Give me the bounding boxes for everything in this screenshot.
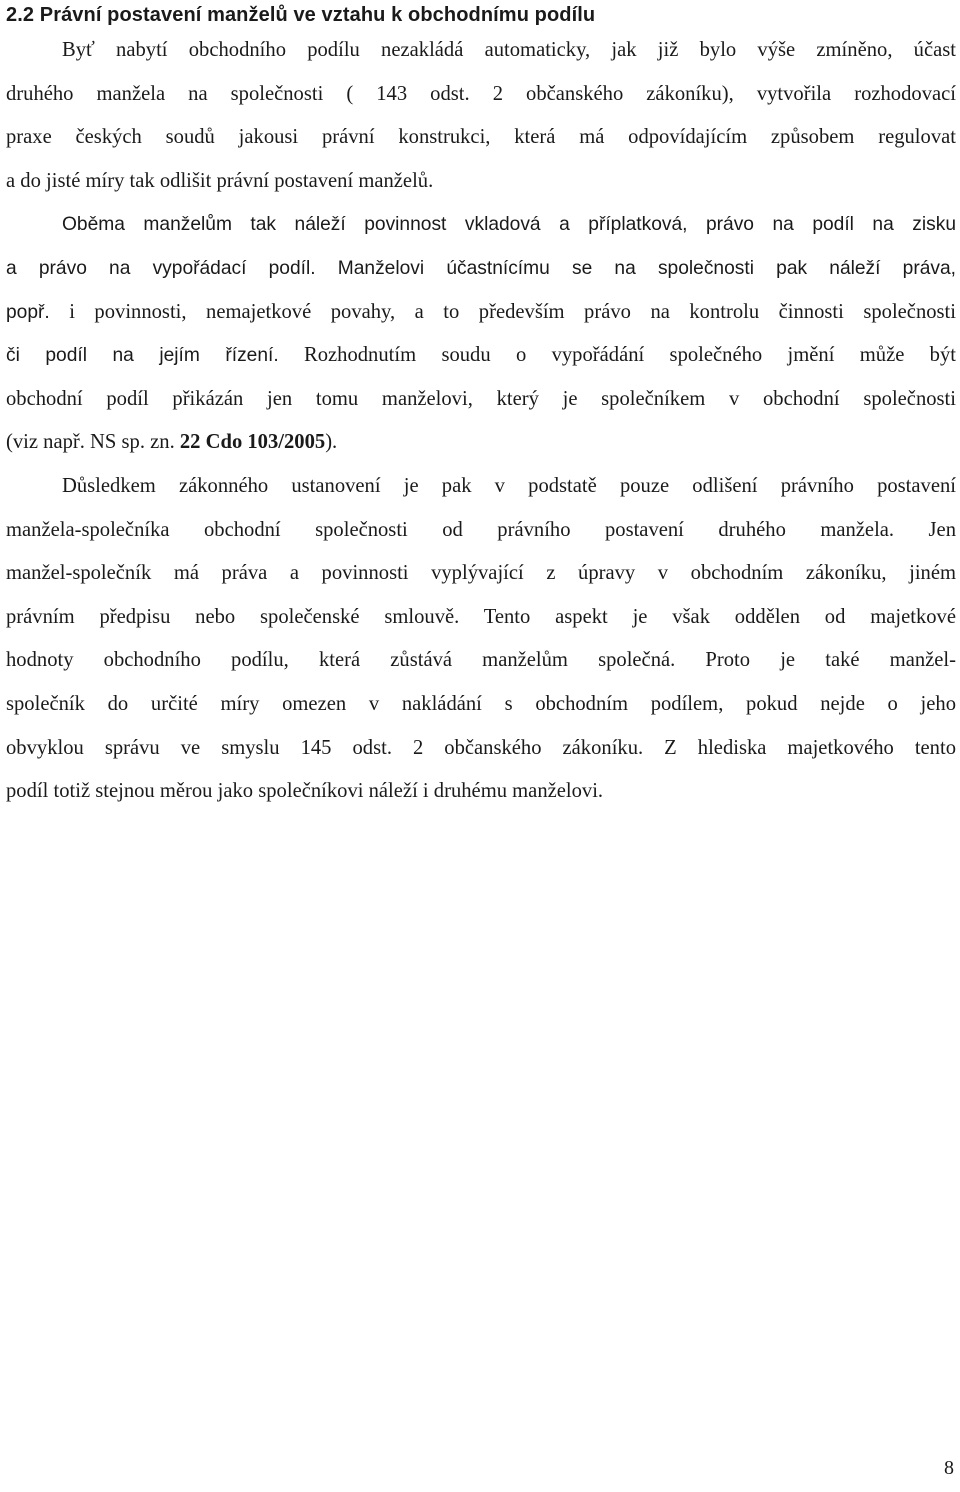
paragraph-line: praxe českých soudů jakousi právní konstrukci, která má odpovídajícím způsobem regulovat: [6, 126, 956, 149]
paragraph-line: [6, 291, 956, 335]
page-number: 8: [944, 1457, 954, 1479]
text-run: (viz např. NS sp. zn.: [6, 431, 180, 454]
text-run: ).: [325, 431, 338, 454]
paragraph-line: Byť nabytí obchodního podílu nezakládá automaticky, jak již bylo výše zmíněno, účast: [62, 39, 956, 61]
paragraph-line: hodnoty obchodního podílu, která zůstává manželům společná. Proto je také manžel-: [6, 649, 956, 672]
paragraph-line: [6, 334, 956, 378]
section-heading: 2.2 Právní postavení manželů ve vztahu k obchodnímu podílu: [6, 4, 596, 26]
paragraph-line: obvyklou správu ve smyslu 145 odst. 2 občanského zákoníku. Z hlediska majetkového tento: [6, 736, 956, 759]
paragraph-2: [6, 203, 956, 465]
text-run: či podíl na jejím řízení.: [6, 345, 279, 367]
paragraph-line: [6, 421, 956, 465]
text-run: i povinnosti, nemajetkové povahy, a to především právo na kontrolu činnosti společnosti: [49, 300, 956, 323]
paragraph-line: manžela-společníka obchodní společnosti od právního postavení druhého manžela. Jen: [6, 518, 956, 541]
paragraph-1: [6, 29, 956, 203]
document-page: [6, 0, 956, 814]
paragraph-line: právním předpisu nebo společenské smlouvě. Tento aspekt je však oddělen od majetkové: [6, 605, 956, 628]
text-run: Rozhodnutím soudu o vypořádání společného jmění může být: [278, 344, 956, 367]
paragraph-line: a právo na vypořádací podíl. Manželovi účastnícímu se na společnosti pak náleží práva,: [6, 257, 956, 279]
paragraph-line: druhého manžela na společnosti ( 143 odst. 2 občanského zákoníku), vytvořila rozhodovací: [6, 82, 956, 105]
paragraph-line: obchodní podíl přikázán jen tomu manželovi, který je společníkem v obchodní společnosti: [6, 387, 956, 410]
paragraph-line: podíl totiž stejnou měrou jako společníkovi náleží i druhému manželovi.: [6, 780, 604, 803]
paragraph-line: manžel-společník má práva a povinnosti vyplývající z úpravy v obchodním zákoníku, jiném: [6, 562, 956, 585]
text-run: popř.: [6, 301, 50, 323]
paragraph-3: [6, 465, 956, 814]
paragraph-line: společník do určité míry omezen v nakládání s obchodním podílem, pokud nejde o jeho: [6, 692, 956, 715]
paragraph-line: Důsledkem zákonného ustanovení je pak v podstatě pouze odlišení právního postavení: [62, 474, 956, 497]
paragraph-line: a do jisté míry tak odlišit právní postavení manželů.: [6, 169, 434, 192]
case-reference: 22 Cdo 103/2005: [179, 431, 326, 454]
paragraph-line: Oběma manželům tak náleží povinnost vkladová a příplatková, právo na podíl na zisku: [62, 214, 956, 236]
